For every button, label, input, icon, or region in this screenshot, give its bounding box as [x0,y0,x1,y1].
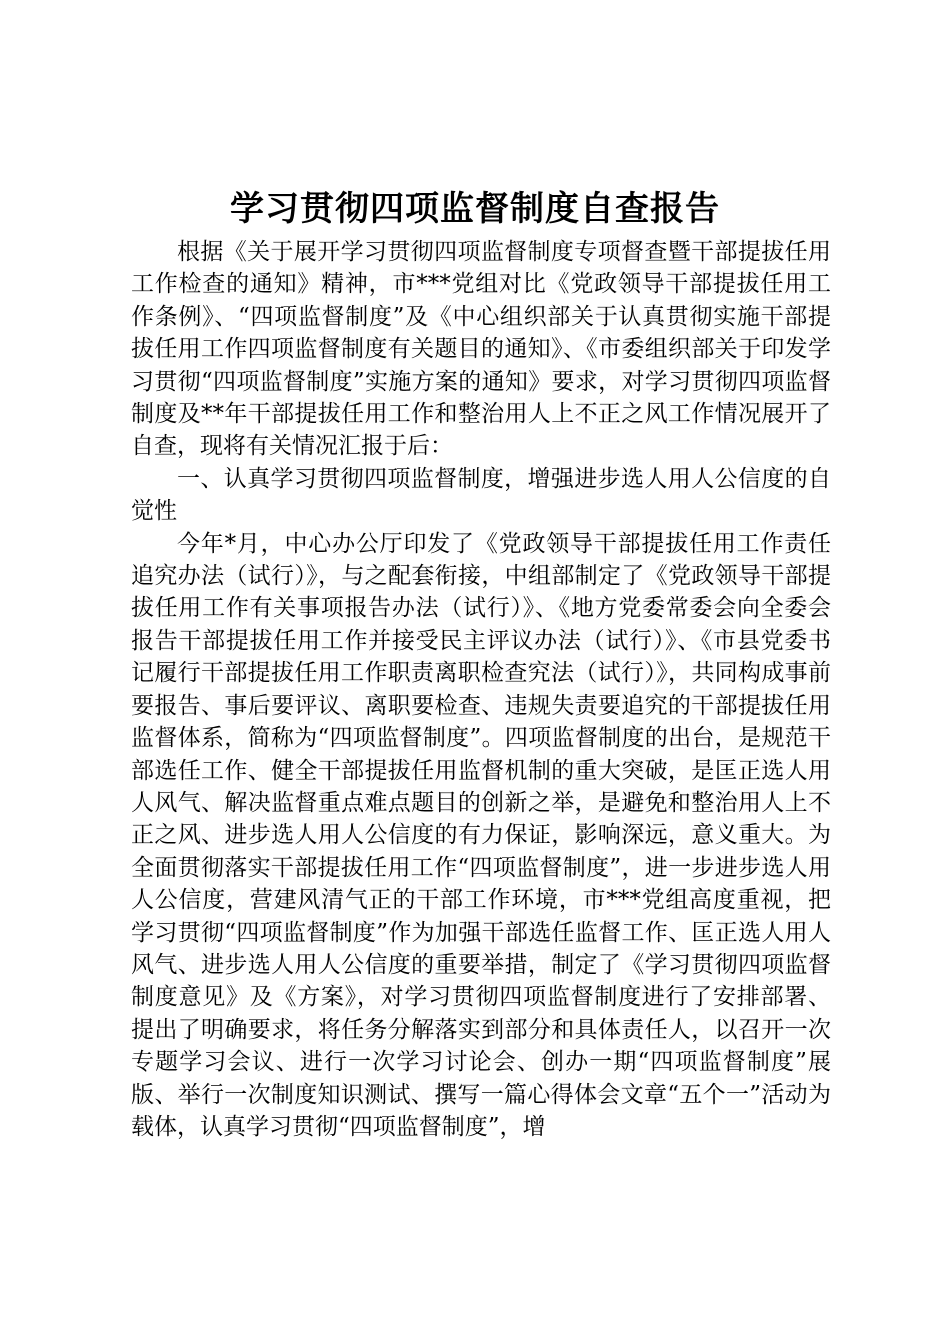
document-title: 学习贯彻四项监督制度自查报告 [230,189,720,229]
document-body [131,236,831,1143]
paragraph-intro: 根据《关于展开学习贯彻四项监督制度专项督查暨干部提拔任用工作检查的通知》精神，市***党组对比《党政领导干部提拔任用工作条例》、“四项监督制度”及《中心组织部关于认真贯彻实施干部提拔任用工作四项监督制度有关题目的通知》、《市委组织部关于印发学习贯彻“四项监督制度”实施方案的通知》要求，对学习贯彻四项监督制度及**年干部提拔任用工作和整治用人上不正之风工作情况展开了自查，现将有关情况汇报于后： [131,239,831,460]
paragraph-section-body-1: 今年*月，中心办公厅印发了《党政领导干部提拔任用工作责任追究办法（试行）》，与之配套衔接，中组部制定了《党政领导干部提拔任用工作有关事项报告办法（试行）》、《地方党委常委会向全委会报告干部提拔任用工作并接受民主评议办法（试行）》、《市县党委书记履行干部提拔任用工作职责离职检查究法（试行）》，共同构成事前要报告、事后要评议、离职要检查、违规失责要追究的干部提拔任用监督体系，简称为“四项监督制度”。四项监督制度的出台，是规范干部选任工作、健全干部提拔任用监督机制的重大突破，是匡正选人用人风气、解决监督重点难点题目的创新之举，是避免和整治用人上不正之风、进步选人用人公信度的有力保证，影响深远，意义重大。为全面贯彻落实干部提拔任用工作“四项监督制度”，进一步进步选人用人公信度，营建风清气正的干部工作环境，市***党组高度重视，把学习贯彻“四项监督制度”作为加强干部选任监督工作、匡正选人用人风气、进步选人用人公信度的重要举措，制定了《学习贯彻四项监督制度意见》及《方案》，对学习贯彻四项监督制度进行了安排部署、提出了明确要求，将任务分解落实到部分和具体责任人，以召开一次专题学习会议、进行一次学习讨论会、创办一期“四项监督制度”展版、举行一次制度知识测试、撰写一篇心得体会文章“五个一”活动为载体，认真学习贯彻“四项监督制度”，增 [131,530,831,1140]
paragraph-section-heading-1: 一、认真学习贯彻四项监督制度，增强进步选人用人公信度的自觉性 [131,465,831,525]
